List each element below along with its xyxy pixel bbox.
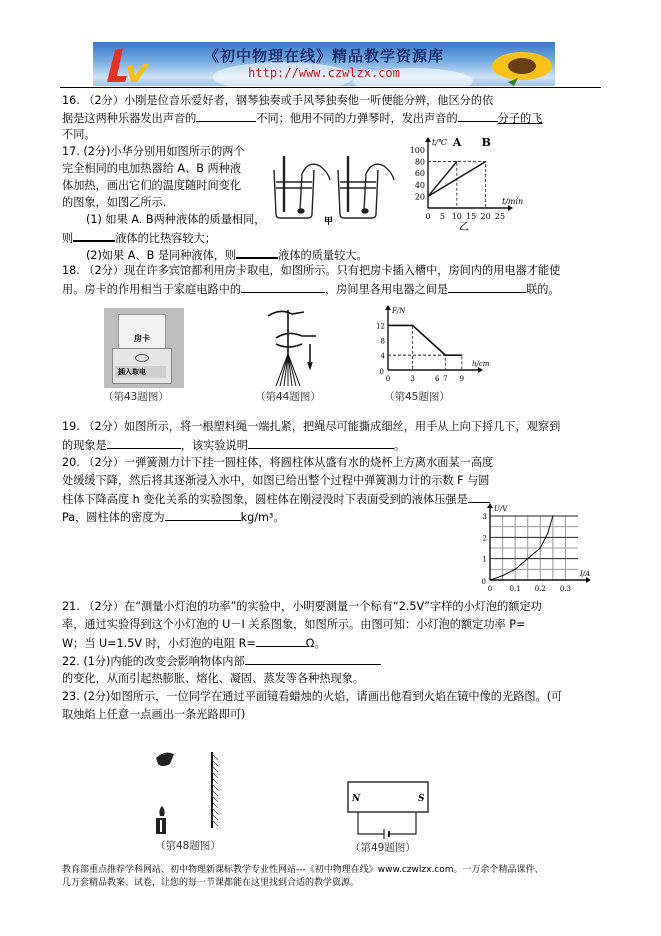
beaker-right: [338, 156, 394, 218]
x-tick-label: 3: [410, 375, 415, 383]
fig48-caption: （第48题图）: [155, 840, 221, 852]
plane-mirror: [212, 752, 218, 828]
guide-line: [428, 162, 457, 208]
q21-line3: [62, 634, 326, 653]
x-tick-label: 6: [434, 375, 440, 383]
q22-line1: [62, 652, 381, 671]
q19-text-c: 。: [393, 439, 406, 452]
y-tick-label: 100: [409, 146, 425, 155]
q20-text-b: Pa，圆柱体的密度为: [62, 511, 165, 524]
fig44-caption: （第44题图）: [255, 391, 321, 403]
q18-line2: [62, 280, 560, 299]
q18-answer-blank-2[interactable]: [448, 280, 526, 293]
y-tick-label: 60: [414, 169, 425, 179]
q16-line2: [62, 109, 542, 128]
data-point: [552, 515, 553, 516]
x-tick-label: 5: [439, 212, 445, 221]
q21-text-a: W；当 U=1.5V 时，小灯泡的电阻 R=: [62, 637, 256, 650]
data-point: [515, 569, 516, 570]
y-axis-arrow-icon: [425, 137, 431, 142]
circuit-wire: [358, 812, 416, 834]
q18-line1: 18. （2分）现在许多宾馆都利用房卡取电，如图所示。只有把房卡插入槽中，房间内的用电器才能使: [62, 264, 561, 277]
y-tick-label: 12: [376, 322, 385, 331]
x-axis-label: h/cm: [472, 360, 490, 368]
q20-text-a: 柱体下降高度 h 变化关系的实验图象，圆柱体在刚浸没时下表面受到的液体压强是: [62, 493, 468, 506]
origin-label: 0: [379, 368, 384, 376]
header-banner: [93, 42, 555, 86]
x-tick-label: 0: [425, 212, 431, 221]
x-tick-label: 15: [466, 212, 477, 221]
q16-text-a: 据是这两种乐器发出声音的: [62, 112, 197, 125]
q16-answer-blank-1[interactable]: [196, 109, 256, 122]
x-tick-label: 0: [385, 375, 391, 383]
fig49-magnet-circuit: [346, 780, 432, 838]
data-point: [527, 558, 528, 559]
fig-jia-label: 甲: [324, 217, 334, 227]
candle-icon: [156, 806, 166, 834]
y-tick-label: 40: [414, 180, 425, 190]
series-label-A: A: [452, 136, 462, 149]
fig45-caption: （第45题图）: [384, 391, 450, 403]
q18-text-c: 联的。: [526, 283, 560, 296]
y-tick-label: 3: [482, 513, 487, 521]
q17-line2: 完全相同的电加热器给 A、B 两种液: [62, 162, 242, 175]
q22-answer-blank[interactable]: [245, 652, 381, 665]
q21-line1: 21. （2分）在“测量小灯泡的功率”的实验中，小明要测量一个标有“2.5V”字样的小灯泡的额定功: [62, 600, 542, 613]
q20-line3: [62, 490, 490, 509]
fig43-room-card-photo: [104, 308, 184, 388]
y-axis-label: U/V: [494, 505, 508, 513]
q17-answer-blank-2[interactable]: [236, 245, 278, 259]
guide-line: [388, 355, 462, 370]
q17-line3: 体加热，画出它们的温度随时间变化: [62, 179, 242, 192]
q17-answer-blank-1[interactable]: [73, 228, 115, 242]
q20-line4: [62, 508, 285, 527]
x-tick-label: 0.2: [534, 585, 546, 593]
q16-text-c: 分子的飞: [497, 112, 543, 125]
data-point: [387, 325, 388, 326]
pole-s-label: S: [418, 794, 425, 804]
beaker-left: [274, 156, 330, 218]
q20-text-c: kg/m³。: [240, 511, 285, 524]
fig45-chart: [370, 307, 490, 388]
q21-text-b: Ω。: [305, 637, 326, 650]
data-point: [461, 355, 462, 356]
series-line-B: [428, 162, 486, 197]
data-point: [412, 325, 413, 326]
data-point: [547, 532, 548, 533]
data-point: [456, 161, 457, 162]
data-point: [540, 547, 541, 548]
series-line-A: [428, 162, 457, 197]
footer-line1: 教育部重点推荐学科网站、初中物理新课标教学专业性网站---《初中物理在线》www.czwlzx.com。一万余个精品课件、: [62, 865, 544, 875]
data-point: [445, 355, 446, 356]
series-line-F: [388, 325, 462, 355]
data-point: [427, 196, 428, 197]
q19-text-a: 的现象是: [62, 439, 107, 452]
footer-line2: 几万套精品教案、试卷，让您的每一节课都能在这里找到合适的教学资源。: [62, 878, 360, 888]
y-tick-label: 1: [482, 555, 487, 564]
fig-yi-chart: [400, 136, 540, 233]
y-tick-label: 2: [482, 534, 487, 543]
q18-text-a: 用。房卡的作用相当于家庭电路中的: [62, 283, 242, 296]
chart-title: 乙: [459, 222, 469, 233]
q22-text-a: 22. (1分)内能的改变会影响物体内部: [62, 655, 245, 668]
q19-line1: 19. （2分）如图所示，将一根塑料绳一端扎紧，把绳尽可能撕成细丝，用手从上向下捋几下，观察到: [62, 420, 561, 433]
q17-line1: 17. (2分)小华分别用如图所示的两个: [62, 145, 245, 158]
q19-text-b: ，该实验说明: [180, 439, 248, 452]
q17-text-d: 液体的质量较大。: [278, 249, 368, 262]
header-rule: [60, 87, 601, 88]
q16-line3: 不同。: [62, 128, 96, 141]
y-tick-label: 8: [380, 337, 385, 346]
y-tick-label: 80: [414, 157, 425, 167]
fig49-caption: （第49题图）: [350, 842, 416, 854]
y-axis-label: t/℃: [432, 138, 447, 147]
q18-text-b: ，房间里各用电器之间是: [325, 283, 449, 296]
x-tick-label: 10: [451, 212, 462, 221]
q23-line2: 取烛焰上任意一点画出一条光路即可): [62, 708, 246, 721]
q18-answer-blank-1[interactable]: [241, 280, 325, 293]
data-point: [485, 161, 486, 162]
x-tick-label: 0.3: [559, 585, 571, 593]
q19-line2: [62, 436, 405, 455]
guide-line: [388, 325, 413, 370]
q17-line4: 的图象，如图乙所示.: [62, 196, 167, 209]
q19-answer-blank-2[interactable]: [248, 436, 394, 449]
x-tick-label: 20: [480, 212, 491, 221]
q20-line2: 处缓缓下降，然后将其逐渐浸入水中，如图已给出整个过程中弹簧测力计的示数 F 与圆: [62, 474, 490, 487]
q21-ui-chart: [476, 505, 601, 593]
x-tick-label: 0.1: [509, 585, 521, 593]
card-slot: [112, 348, 172, 384]
slot-label: 插入取电: [115, 366, 166, 378]
q19-answer-blank-1[interactable]: [107, 436, 181, 449]
banner-title: 《初中物理在线》精品教学资源库: [203, 47, 444, 65]
q17-text-b: 液体的比热容较大；: [115, 232, 216, 245]
q21-line2: 率，通过实验得到这个小灯泡的 U－I 关系图象，如图所示。由图可知：小灯泡的额定功率 P=: [62, 618, 526, 631]
slot-indicator-icon: [135, 354, 149, 362]
guide-line: [388, 355, 445, 370]
x-axis-label: I/A: [580, 570, 591, 578]
q17-text-c: (2)如果 A、B 是同种液体，则: [86, 249, 237, 262]
q21-answer-blank[interactable]: [256, 634, 306, 647]
series-label-B: B: [481, 136, 491, 149]
room-card-label: 房卡: [134, 334, 150, 343]
eye-icon: [156, 753, 174, 766]
q20-answer-blank-1[interactable]: [468, 490, 490, 503]
q17-text-a: 则: [62, 232, 74, 245]
q16-answer-blank-2[interactable]: [458, 109, 498, 122]
sunflower-icon: [488, 46, 554, 86]
y-axis-arrow-icon: [385, 305, 391, 310]
x-axis-label: t/min: [502, 197, 524, 206]
banner-url[interactable]: http://www.czwlzx.com: [248, 66, 400, 80]
x-tick-label: 0: [487, 585, 493, 593]
origin-label: 0: [481, 578, 486, 586]
x-tick-label: 25: [494, 212, 506, 221]
fig43-caption: （第43题图）: [103, 391, 169, 403]
q16-line1: 16. （2分）小刚是位音乐爱好者，钢琴独奏或手风琴独奏他一听便能分辨，他区分的依: [62, 94, 494, 107]
q23-line1: 23. (2分)如图所示，一位同学在通过平面镜看蜡烛的火焰，请画出他看到火焰在镜中像的光路图。(可: [62, 690, 563, 703]
fig48-mirror-diagram: [150, 748, 230, 838]
battery-icon: [384, 829, 389, 839]
fig44-rope-illustration: [262, 304, 322, 388]
x-tick-label: 7: [443, 375, 448, 383]
q22-line2: 的变化，从而引起热膨胀、熔化、凝固、蒸发等各种热现象。: [62, 672, 365, 685]
q17-line5: (1) 如果 A. B两种液体的质量相同，: [86, 213, 266, 226]
data-point: [502, 575, 503, 576]
q20-line1: 20. （2分）一弹簧测力计下挂一圆柱体，将圆柱体从盛有水的烧杯上方离水面某一高度: [62, 456, 494, 469]
q16-text-b: 不同；他用不同的力弹琴时，发出声音的: [256, 112, 458, 125]
pole-n-label: N: [352, 794, 361, 804]
q20-answer-blank-2[interactable]: [165, 508, 241, 521]
y-tick-label: 4: [380, 352, 385, 361]
data-point: [489, 579, 490, 580]
y-axis-label: F/N: [392, 307, 406, 315]
x-tick-label: 9: [459, 375, 465, 383]
y-tick-label: 20: [414, 192, 425, 202]
